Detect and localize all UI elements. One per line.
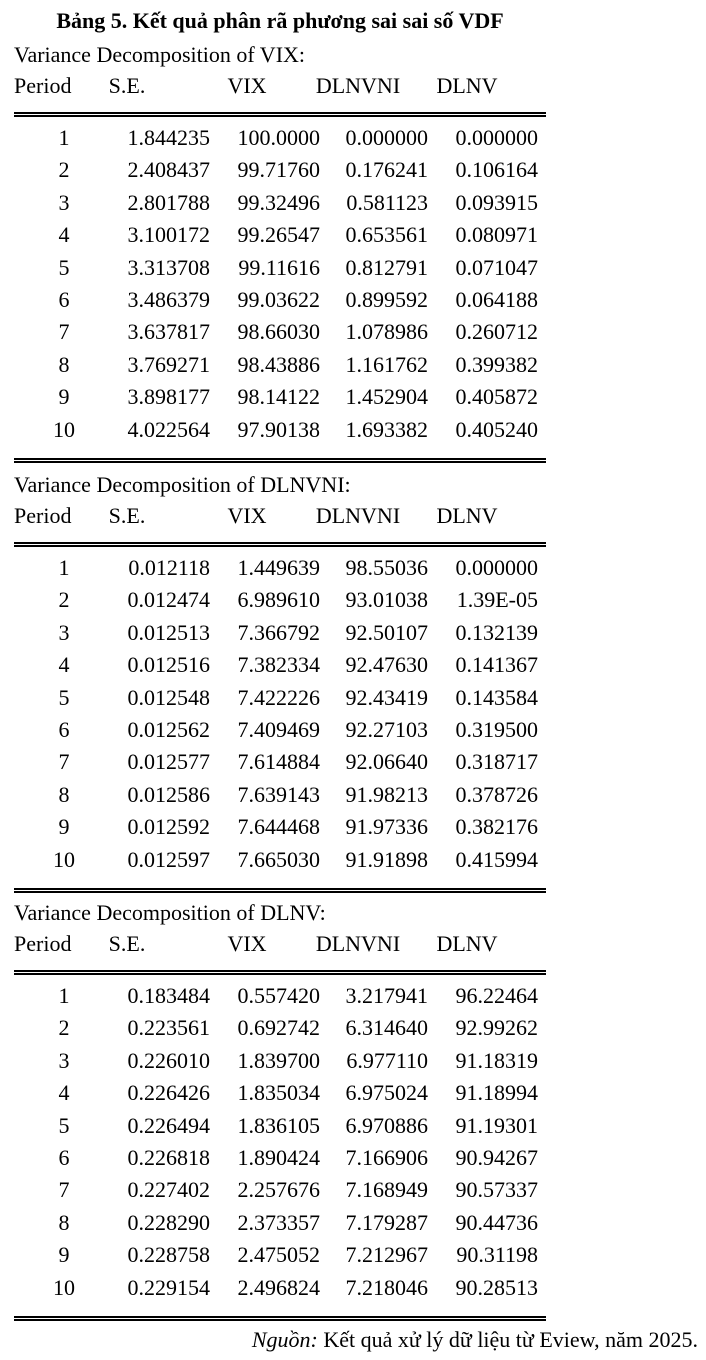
column-header: Period — [14, 503, 72, 528]
table-cell: 9 — [58, 1242, 70, 1268]
table-cell: 0.080971 — [455, 222, 538, 248]
table-cell: 0.260712 — [455, 319, 538, 345]
table-cell: 100.0000 — [237, 125, 320, 150]
table-row — [14, 714, 546, 746]
table-row — [14, 219, 546, 251]
table-cell: 7.166906 — [345, 1144, 428, 1170]
table-cell: 90.57337 — [455, 1177, 538, 1203]
table-cell: 97.90138 — [237, 416, 320, 442]
table-row — [14, 1207, 546, 1239]
table-cell: 2.801788 — [127, 189, 210, 215]
table-cell: 0.000000 — [455, 125, 538, 150]
table-cell: 1.844235 — [127, 125, 210, 150]
table-cell: 0.132139 — [455, 619, 538, 645]
table-cell: 99.71760 — [237, 157, 320, 183]
table-cell: 0.012118 — [128, 555, 210, 580]
table-cell: 0.000000 — [345, 125, 428, 150]
column-header: VIX — [227, 73, 267, 98]
table-cell: 8 — [58, 1209, 70, 1235]
table-cell: 91.91898 — [345, 846, 428, 872]
section-heading: Variance Decomposition of DLNVNI: — [14, 472, 351, 497]
table-cell: 7 — [58, 1177, 70, 1203]
table-cell: 2.408437 — [127, 157, 210, 183]
table-cell: 5 — [58, 1112, 70, 1138]
column-header: VIX — [227, 931, 267, 956]
table-cell: 3.486379 — [127, 286, 210, 312]
section-end-double-rule — [14, 1316, 546, 1321]
table-row — [14, 1045, 546, 1077]
table-row — [14, 252, 546, 284]
table-cell: 0.012474 — [127, 587, 210, 613]
table-cell: 6.977110 — [346, 1047, 428, 1073]
table-cell: 1.693382 — [345, 416, 428, 442]
table-cell: 0.012592 — [127, 814, 210, 840]
table-row — [14, 746, 546, 778]
table-cell: 2.257676 — [237, 1177, 320, 1203]
table-cell: 91.19301 — [455, 1112, 538, 1138]
table-cell: 93.01038 — [345, 587, 428, 613]
table-cell: 7.644468 — [237, 814, 320, 840]
table-cell: 0.812791 — [345, 254, 428, 280]
table-cell: 3 — [58, 189, 70, 215]
source-text: Kết quả xử lý dữ liệu từ Eview, năm 2025. — [317, 1327, 698, 1352]
table-cell: 1.890424 — [237, 1144, 320, 1170]
table-cell: 98.43886 — [237, 351, 320, 377]
header-double-rule — [14, 542, 546, 547]
table-cell: 0.071047 — [455, 254, 538, 280]
table-cell: 3 — [58, 1047, 70, 1073]
table-cell: 5 — [58, 684, 70, 710]
table-cell: 7.168949 — [345, 1177, 428, 1203]
table-cell: 0.141367 — [455, 652, 538, 678]
table-cell: 92.27103 — [345, 716, 428, 742]
table-cell: 0.012513 — [127, 619, 210, 645]
section-end-double-rule — [14, 458, 546, 463]
table-cell: 96.22464 — [455, 983, 538, 1008]
table-row — [14, 1142, 546, 1174]
table-cell: 0.012597 — [127, 846, 210, 872]
table-cell: 0.228758 — [127, 1242, 210, 1268]
table-cell: 7 — [58, 319, 70, 345]
table-cell: 6.314640 — [345, 1015, 428, 1041]
table-row — [14, 844, 546, 876]
column-header: S.E. — [108, 73, 146, 98]
column-header: DLNVNI — [315, 73, 401, 98]
table-row — [14, 284, 546, 316]
table-cell: 3.217941 — [345, 983, 428, 1008]
section-heading: Variance Decomposition of DLNV: — [14, 900, 326, 925]
table-cell: 1.452904 — [345, 384, 428, 410]
table-cell: 0.183484 — [127, 983, 210, 1008]
table-cell: 0.106164 — [455, 157, 538, 183]
table-cell: 7.614884 — [237, 749, 320, 775]
table-cell: 0.405872 — [455, 384, 538, 410]
table-row — [14, 1239, 546, 1271]
table-cell: 99.26547 — [237, 222, 320, 248]
table-cell: 0.557420 — [237, 983, 320, 1008]
table-row — [14, 1174, 546, 1206]
column-header: DLNVNI — [315, 931, 401, 956]
table-cell: 0.319500 — [455, 716, 538, 742]
table-row — [14, 381, 546, 413]
table-cell: 0.064188 — [455, 286, 538, 312]
table-cell: 3.100172 — [127, 222, 210, 248]
table-cell: 5 — [58, 254, 70, 280]
table-cell: 7.212967 — [345, 1242, 428, 1268]
table-cell: 0.692742 — [237, 1015, 320, 1041]
column-header: Period — [14, 931, 72, 956]
table-cell: 1 — [58, 983, 70, 1008]
table-cell: 1.078986 — [345, 319, 428, 345]
table-cell: 6.975024 — [345, 1080, 428, 1106]
table-cell: 1.161762 — [345, 351, 428, 377]
table-row — [14, 649, 546, 681]
table-cell: 98.55036 — [345, 555, 428, 580]
table-cell: 0.223561 — [127, 1015, 210, 1041]
table-cell: 0.378726 — [455, 781, 538, 807]
table-cell: 99.32496 — [237, 189, 320, 215]
table-cell: 9 — [58, 384, 70, 410]
table-cell: 1.835034 — [237, 1080, 320, 1106]
column-header: DLNVNI — [315, 503, 401, 528]
table-cell: 6 — [58, 286, 70, 312]
table-cell: 1.39E-05 — [456, 587, 538, 613]
table-cell: 98.66030 — [237, 319, 320, 345]
table-cell: 3.637817 — [127, 319, 210, 345]
table-cell: 92.50107 — [345, 619, 428, 645]
table-row — [14, 187, 546, 219]
table-cell: 90.31198 — [456, 1242, 538, 1268]
table-row — [14, 1272, 546, 1304]
table-cell: 0.415994 — [455, 846, 538, 872]
table-cell: 0.226818 — [127, 1144, 210, 1170]
table-cell: 0.318717 — [455, 749, 538, 775]
table-row — [14, 122, 546, 154]
table-cell: 0.012516 — [127, 652, 210, 678]
table-cell: 92.43419 — [345, 684, 428, 710]
table-cell: 3.769271 — [127, 351, 210, 377]
table-cell: 91.97336 — [345, 814, 428, 840]
table-cell: 1 — [58, 125, 70, 150]
table-cell: 4 — [58, 652, 70, 678]
table-cell: 7.366792 — [237, 619, 320, 645]
source-note — [252, 1325, 698, 1355]
table-cell: 0.229154 — [127, 1274, 210, 1300]
table-cell: 3 — [58, 619, 70, 645]
section-2 — [14, 470, 546, 876]
table-cell: 92.99262 — [455, 1015, 538, 1041]
table-cell: 3.898177 — [127, 384, 210, 410]
table-cell: 6 — [58, 1144, 70, 1170]
table-cell: 0.143584 — [455, 684, 538, 710]
table-cell: 7.639143 — [237, 781, 320, 807]
table-cell: 0.012562 — [127, 716, 210, 742]
table-cell: 1.836105 — [237, 1112, 320, 1138]
column-header: VIX — [227, 503, 267, 528]
table-cell: 90.44736 — [455, 1209, 538, 1235]
column-header: Period — [14, 73, 72, 98]
table-cell: 0.012577 — [127, 749, 210, 775]
table-cell: 1 — [58, 555, 70, 580]
table-row — [14, 779, 546, 811]
table-cell: 10 — [53, 1274, 75, 1300]
source-label: Nguồn: — [251, 1327, 318, 1352]
table-cell: 1.449639 — [237, 555, 320, 580]
table-row — [14, 552, 546, 584]
table-cell: 99.11616 — [238, 254, 320, 280]
table-cell: 4 — [58, 1080, 70, 1106]
table-cell: 90.94267 — [455, 1144, 538, 1170]
table-cell: 10 — [53, 846, 75, 872]
table-cell: 91.18994 — [455, 1080, 538, 1106]
table-cell: 98.14122 — [237, 384, 320, 410]
table-cell: 92.06640 — [345, 749, 428, 775]
column-header: S.E. — [108, 503, 146, 528]
table-cell: 7.409469 — [237, 716, 320, 742]
table-cell: 7.218046 — [345, 1274, 428, 1300]
table-row — [14, 584, 546, 616]
table-cell: 6.989610 — [237, 587, 320, 613]
table-cell: 0.012548 — [127, 684, 210, 710]
table-cell: 0.226494 — [127, 1112, 210, 1138]
table-cell: 0.899592 — [345, 286, 428, 312]
table-cell: 2 — [58, 157, 70, 183]
table-cell: 0.227402 — [127, 1177, 210, 1203]
table-row — [14, 1012, 546, 1044]
table-cell: 0.228290 — [127, 1209, 210, 1235]
table-cell: 99.03622 — [237, 286, 320, 312]
column-header-row — [14, 500, 546, 532]
section-end-double-rule — [14, 888, 546, 893]
table-cell: 6 — [58, 716, 70, 742]
table-cell: 2.496824 — [237, 1274, 320, 1300]
table-cell: 2 — [58, 587, 70, 613]
column-header: DLNV — [436, 73, 498, 98]
table-row — [14, 980, 546, 1012]
table-cell: 1.839700 — [237, 1047, 320, 1073]
column-header-row — [14, 70, 546, 102]
table-cell: 6.970886 — [345, 1112, 428, 1138]
table-cell: 90.28513 — [455, 1274, 538, 1300]
table-cell: 4 — [58, 222, 70, 248]
table-cell: 0.399382 — [455, 351, 538, 377]
table-cell: 2.475052 — [237, 1242, 320, 1268]
table-cell: 0.176241 — [345, 157, 428, 183]
table-cell: 2.373357 — [237, 1209, 320, 1235]
table-cell: 10 — [53, 416, 75, 442]
table-cell: 0.581123 — [346, 189, 428, 215]
table-row — [14, 811, 546, 843]
table-cell: 7.665030 — [237, 846, 320, 872]
header-double-rule — [14, 970, 546, 975]
table-cell: 0.226426 — [127, 1080, 210, 1106]
table-cell: 92.47630 — [345, 652, 428, 678]
section-1 — [14, 40, 546, 446]
table-cell: 7.179287 — [345, 1209, 428, 1235]
table-cell: 7.382334 — [237, 652, 320, 678]
table-cell: 8 — [58, 351, 70, 377]
table-row — [14, 316, 546, 348]
table-cell: 2 — [58, 1015, 70, 1041]
table-cell: 9 — [58, 814, 70, 840]
table-row — [14, 154, 546, 186]
table-cell: 7.422226 — [237, 684, 320, 710]
table-cell: 91.98213 — [345, 781, 428, 807]
table-row — [14, 682, 546, 714]
section-3 — [14, 898, 546, 1304]
header-double-rule — [14, 112, 546, 117]
table-cell: 0.012586 — [127, 781, 210, 807]
table-row — [14, 617, 546, 649]
table-cell: 0.000000 — [455, 555, 538, 580]
table-cell: 7 — [58, 749, 70, 775]
table-cell: 0.093915 — [455, 189, 538, 215]
section-heading: Variance Decomposition of VIX: — [14, 42, 306, 67]
table-cell: 0.226010 — [127, 1047, 210, 1073]
table-row — [14, 349, 546, 381]
column-header-row — [14, 928, 546, 960]
table-cell: 8 — [58, 781, 70, 807]
table-row — [14, 1110, 546, 1142]
table-cell: 91.18319 — [455, 1047, 538, 1073]
table-cell: 0.405240 — [455, 416, 538, 442]
table-row — [14, 414, 546, 446]
table-cell: 3.313708 — [127, 254, 210, 280]
table-cell: 4.022564 — [127, 416, 210, 442]
column-header: DLNV — [436, 503, 498, 528]
column-header: DLNV — [436, 931, 498, 956]
table-cell: 0.653561 — [345, 222, 428, 248]
table-row — [14, 1077, 546, 1109]
table-title: Bảng 5. Kết quả phân rã phương sai sai số VDF — [56, 8, 504, 33]
table-cell: 0.382176 — [455, 814, 538, 840]
column-header: S.E. — [108, 931, 146, 956]
